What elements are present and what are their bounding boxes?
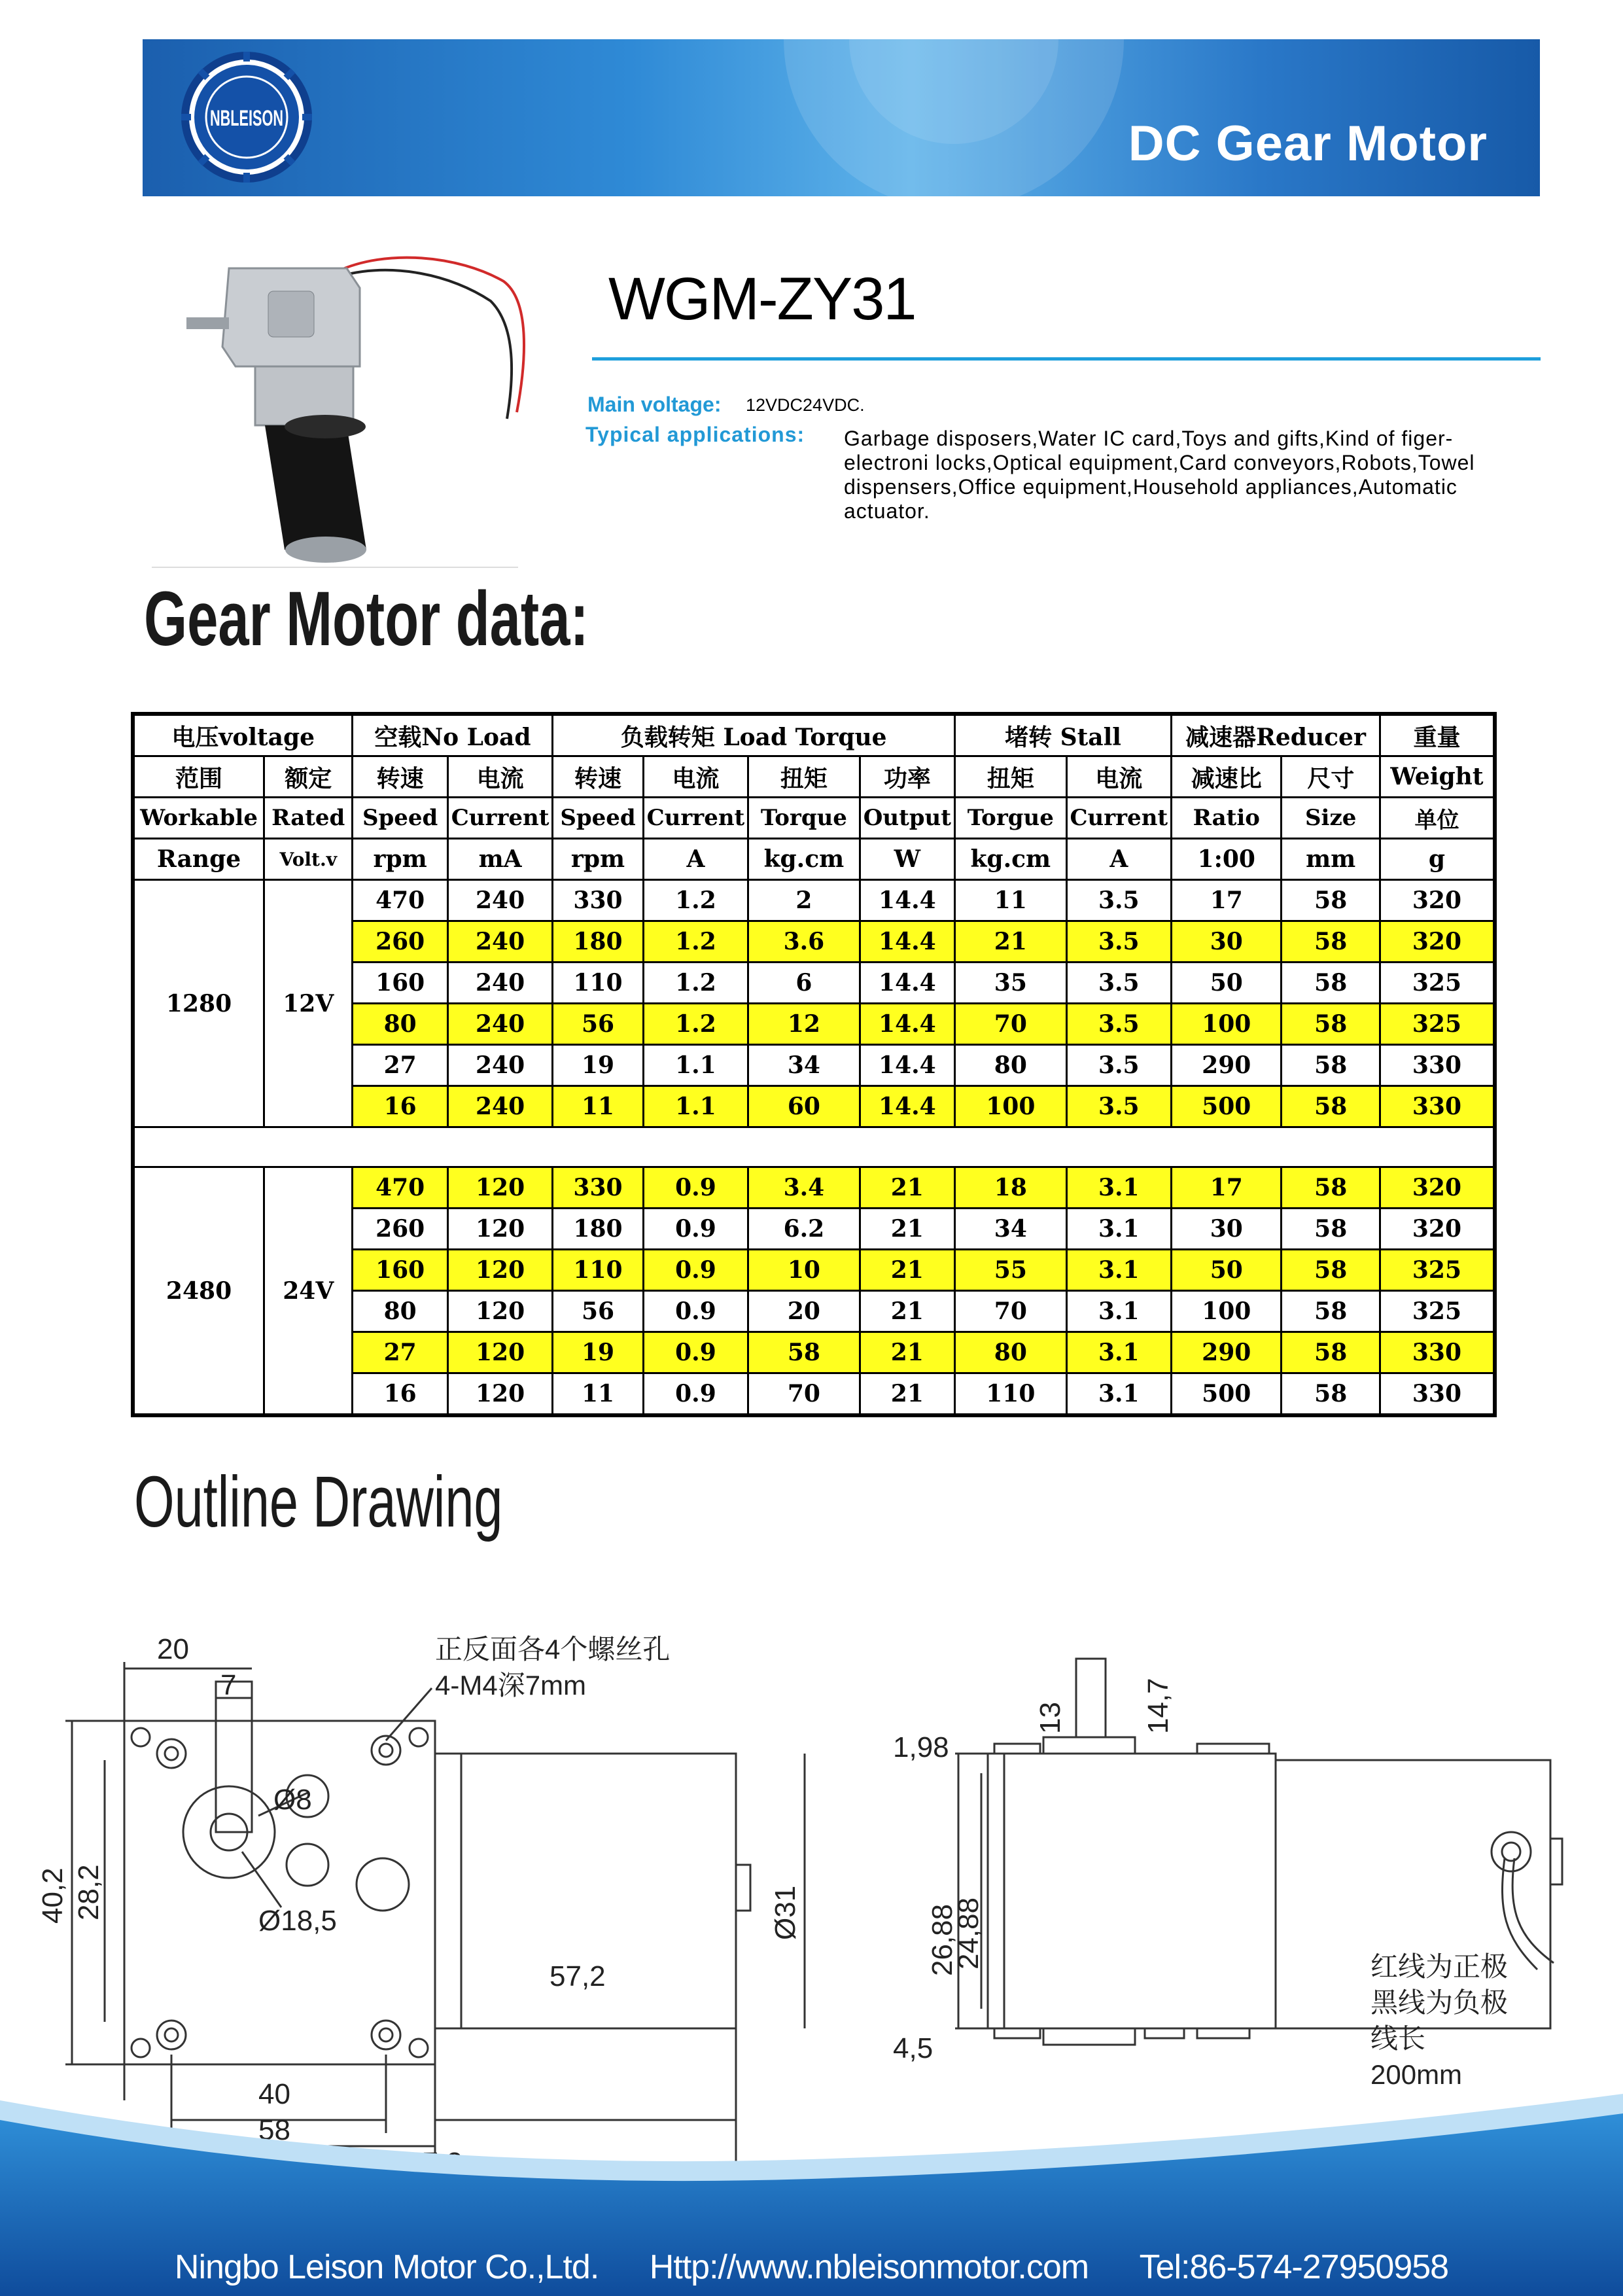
- table-cell: 120: [447, 1209, 552, 1250]
- table-cell: 0.9: [643, 1167, 748, 1209]
- model-divider: [592, 357, 1541, 361]
- header-cell: Volt.v: [264, 839, 353, 880]
- workable-range-cell: 2480: [133, 1167, 264, 1416]
- table-cell: 160: [353, 963, 447, 1004]
- table-cell: 0.9: [643, 1250, 748, 1291]
- footer-tel: Tel:86-574-27950958: [1139, 2248, 1449, 2286]
- typical-applications-value: Garbage disposers,Water IC card,Toys and gifts,Kind of figer-electroni locks,Optical equipment,Card conveyors,Robots,Towel dispensers,Office equipment,Household appliances,Automatic actuator.: [844, 427, 1475, 523]
- table-cell: 60: [748, 1086, 860, 1127]
- header-cell: A: [643, 839, 748, 880]
- table-cell: 120: [447, 1332, 552, 1373]
- table-cell: 330: [1380, 1086, 1495, 1127]
- table-cell: 80: [955, 1332, 1066, 1373]
- table-cell: 500: [1172, 1373, 1282, 1416]
- header-cell: 扭矩: [955, 756, 1066, 798]
- table-cell: 18: [955, 1167, 1066, 1209]
- header-cell: Size: [1282, 798, 1380, 839]
- footer-website[interactable]: Http://www.nbleisonmotor.com: [649, 2248, 1089, 2286]
- dim-label: Ø31: [769, 1885, 801, 1940]
- table-cell: 21: [860, 1209, 954, 1250]
- table-cell: 21: [860, 1291, 954, 1332]
- dim-label: 40: [258, 2078, 290, 2110]
- table-row: [133, 880, 1495, 921]
- table-cell: 3.5: [1066, 1086, 1171, 1127]
- table-cell: 56: [553, 1291, 643, 1332]
- header-cell: rpm: [353, 839, 447, 880]
- wire-note: 线长: [1370, 2023, 1426, 2054]
- table-cell: 120: [447, 1373, 552, 1416]
- table-cell: 80: [353, 1004, 447, 1045]
- table-cell: 500: [1172, 1086, 1282, 1127]
- table-cell: 1.2: [643, 963, 748, 1004]
- table-cell: 50: [1172, 963, 1282, 1004]
- dim-label: 57,2: [550, 1960, 606, 1992]
- table-cell: 21: [860, 1332, 954, 1373]
- table-cell: 58: [1282, 1167, 1380, 1209]
- header-cell: kg.cm: [748, 839, 860, 880]
- table-header-row: [133, 714, 1495, 756]
- table-spacer-row: [133, 1127, 1495, 1167]
- table-cell: 17: [1172, 1167, 1282, 1209]
- header-cell: 转速: [553, 756, 643, 798]
- table-cell: 70: [955, 1004, 1066, 1045]
- header-cell: Current: [1066, 798, 1171, 839]
- table-cell: 17: [1172, 880, 1282, 921]
- table-cell: 325: [1380, 1291, 1495, 1332]
- wire-note: 200mm: [1370, 2059, 1463, 2090]
- table-cell: 3.5: [1066, 963, 1171, 1004]
- table-cell: 240: [447, 921, 552, 963]
- header-cell: g: [1380, 839, 1495, 880]
- table-cell: 325: [1380, 1004, 1495, 1045]
- table-cell: 160: [353, 1250, 447, 1291]
- table-cell: 240: [447, 1086, 552, 1127]
- table-cell: 10: [748, 1250, 860, 1291]
- table-cell: 6: [748, 963, 860, 1004]
- table-cell: 3.1: [1066, 1167, 1171, 1209]
- header-cell: kg.cm: [955, 839, 1066, 880]
- main-voltage-value: 12VDC24VDC.: [746, 395, 865, 415]
- header-cell: 转速: [353, 756, 447, 798]
- product-photo: [150, 242, 543, 569]
- table-cell: 1.1: [643, 1045, 748, 1086]
- table-cell: 330: [1380, 1332, 1495, 1373]
- table-cell: 3.5: [1066, 880, 1171, 921]
- table-cell: 34: [955, 1209, 1066, 1250]
- table-cell: 325: [1380, 1250, 1495, 1291]
- table-cell: 470: [353, 1167, 447, 1209]
- dim-label: 4,5: [893, 2032, 934, 2064]
- gear-motor-data-table: [131, 712, 1497, 1417]
- table-cell: 58: [1282, 880, 1380, 921]
- table-cell: 19: [553, 1332, 643, 1373]
- header-cell: 减速比: [1172, 756, 1282, 798]
- table-cell: 325: [1380, 963, 1495, 1004]
- table-cell: 3.4: [748, 1167, 860, 1209]
- table-header-row: [133, 839, 1495, 880]
- table-cell: 6.2: [748, 1209, 860, 1250]
- header-cell: 电流: [447, 756, 552, 798]
- table-cell: 330: [1380, 1045, 1495, 1086]
- dim-label: 40,2: [37, 1867, 69, 1924]
- main-voltage-label: Main voltage:: [587, 393, 722, 416]
- table-cell: 320: [1380, 880, 1495, 921]
- table-cell: 3.5: [1066, 1045, 1171, 1086]
- table-cell: 21: [860, 1167, 954, 1209]
- header-no-load: 空载No Load: [353, 714, 553, 756]
- table-cell: 320: [1380, 1209, 1495, 1250]
- table-cell: 34: [748, 1045, 860, 1086]
- dim-label: 26,88: [926, 1903, 958, 1976]
- model-number: WGM-ZY31: [608, 266, 916, 332]
- table-cell: 30: [1172, 1209, 1282, 1250]
- header-cell: mA: [447, 839, 552, 880]
- table-cell: 14.4: [860, 963, 954, 1004]
- table-cell: 27: [353, 1045, 447, 1086]
- table-cell: 80: [353, 1291, 447, 1332]
- table-cell: 110: [553, 1250, 643, 1291]
- table-cell: 290: [1172, 1045, 1282, 1086]
- table-row: [133, 1167, 1495, 1209]
- holes-note: 正反面各4个螺丝孔: [435, 1634, 671, 1665]
- header-voltage: 电压voltage: [133, 714, 353, 756]
- table-cell: 330: [1380, 1373, 1495, 1416]
- table-cell: 3.6: [748, 921, 860, 963]
- table-cell: 3.5: [1066, 921, 1171, 963]
- table-cell: 16: [353, 1373, 447, 1416]
- table-cell: 3.1: [1066, 1250, 1171, 1291]
- header-cell: W: [860, 839, 954, 880]
- workable-range-cell: 1280: [133, 880, 264, 1127]
- table-cell: 0.9: [643, 1209, 748, 1250]
- table-cell: 58: [1282, 1373, 1380, 1416]
- header-cell: mm: [1282, 839, 1380, 880]
- header-cell: Torgue: [955, 798, 1066, 839]
- table-cell: 11: [553, 1373, 643, 1416]
- spacer-cell: [133, 1127, 1495, 1167]
- table-cell: 110: [553, 963, 643, 1004]
- photo-divider: [152, 567, 518, 568]
- table-cell: 240: [447, 963, 552, 1004]
- outline-drawings: [0, 1597, 1623, 2146]
- table-cell: 0.9: [643, 1373, 748, 1416]
- logo-text: NBLEISON: [210, 106, 283, 131]
- table-cell: 58: [1282, 1209, 1380, 1250]
- header-cell: Ratio: [1172, 798, 1282, 839]
- table-cell: 20: [748, 1291, 860, 1332]
- table-cell: 14.4: [860, 1004, 954, 1045]
- header-cell: Range: [133, 839, 264, 880]
- table-cell: 27: [353, 1332, 447, 1373]
- rated-voltage-cell: 24V: [264, 1167, 353, 1416]
- header-weight: 重量: [1380, 714, 1495, 756]
- wire-note: 红线为正极: [1370, 1951, 1509, 1982]
- table-cell: 12: [748, 1004, 860, 1045]
- table-cell: 180: [553, 1209, 643, 1250]
- table-cell: 35: [955, 963, 1066, 1004]
- table-cell: 100: [1172, 1291, 1282, 1332]
- typical-applications-label: Typical applications:: [585, 423, 805, 446]
- dim-label: 14,7: [1142, 1678, 1174, 1734]
- rated-voltage-cell: 12V: [264, 880, 353, 1127]
- table-cell: 14.4: [860, 1086, 954, 1127]
- header-cell: 电流: [643, 756, 748, 798]
- header-cell: Torque: [748, 798, 860, 839]
- table-cell: 100: [955, 1086, 1066, 1127]
- table-cell: 1.2: [643, 1004, 748, 1045]
- header-cell: 范围: [133, 756, 264, 798]
- table-cell: 14.4: [860, 880, 954, 921]
- table-cell: 80: [955, 1045, 1066, 1086]
- table-cell: 21: [860, 1373, 954, 1416]
- table-cell: 21: [860, 1250, 954, 1291]
- table-cell: 120: [447, 1291, 552, 1332]
- dim-label: 13: [1034, 1702, 1066, 1734]
- gear-motor-data-title: Gear Motor data:: [144, 576, 589, 662]
- table-cell: 240: [447, 1045, 552, 1086]
- table-cell: 58: [1282, 921, 1380, 963]
- header-cell: Workable: [133, 798, 264, 839]
- table-cell: 70: [955, 1291, 1066, 1332]
- table-cell: 240: [447, 1004, 552, 1045]
- table-cell: 16: [353, 1086, 447, 1127]
- table-header-row: [133, 798, 1495, 839]
- header-cell: Current: [447, 798, 552, 839]
- header-cell: Output: [860, 798, 954, 839]
- header-cell: Rated: [264, 798, 353, 839]
- header-cell: 功率: [860, 756, 954, 798]
- table-cell: 3.1: [1066, 1291, 1171, 1332]
- header-cell: 单位: [1380, 798, 1495, 839]
- table-cell: 58: [1282, 1004, 1380, 1045]
- header-stall: 堵转 Stall: [955, 714, 1172, 756]
- table-cell: 1.2: [643, 880, 748, 921]
- table-cell: 3.1: [1066, 1332, 1171, 1373]
- table-cell: 3.1: [1066, 1373, 1171, 1416]
- table-cell: 3.1: [1066, 1209, 1171, 1250]
- table-cell: 50: [1172, 1250, 1282, 1291]
- table-cell: 1.1: [643, 1086, 748, 1127]
- holes-note: 4-M4深7mm: [435, 1670, 587, 1701]
- table-cell: 290: [1172, 1332, 1282, 1373]
- table-cell: 21: [955, 921, 1066, 963]
- dim-label: 24,88: [952, 1897, 985, 1969]
- table-cell: 120: [447, 1250, 552, 1291]
- table-cell: 110: [955, 1373, 1066, 1416]
- dim-label: 20: [157, 1633, 189, 1665]
- table-cell: 58: [1282, 1086, 1380, 1127]
- table-cell: 320: [1380, 1167, 1495, 1209]
- wire-note: 黑线为负极: [1370, 1987, 1509, 2018]
- footer-company: Ningbo Leison Motor Co.,Ltd.: [174, 2248, 599, 2286]
- table-cell: 11: [553, 1086, 643, 1127]
- table-cell: 120: [447, 1167, 552, 1209]
- table-cell: 55: [955, 1250, 1066, 1291]
- header-cell: 1:00: [1172, 839, 1282, 880]
- footer-contact: [0, 2248, 1623, 2287]
- header-cell: 额定: [264, 756, 353, 798]
- table-cell: 0.9: [643, 1332, 748, 1373]
- header-cell: Speed: [553, 798, 643, 839]
- banner-title: DC Gear Motor: [1128, 116, 1488, 171]
- header-cell: Weight: [1380, 756, 1495, 798]
- table-cell: 260: [353, 1209, 447, 1250]
- table-cell: 14.4: [860, 1045, 954, 1086]
- table-cell: 58: [748, 1332, 860, 1373]
- table-cell: 58: [1282, 1045, 1380, 1086]
- table-cell: 330: [553, 1167, 643, 1209]
- header-cell: 尺寸: [1282, 756, 1380, 798]
- table-header-row: [133, 756, 1495, 798]
- table-cell: 3.5: [1066, 1004, 1171, 1045]
- header-reducer: 减速器Reducer: [1172, 714, 1380, 756]
- outline-drawing-title: Outline Drawing: [134, 1462, 503, 1542]
- header-cell: rpm: [553, 839, 643, 880]
- table-cell: 180: [553, 921, 643, 963]
- table-cell: 19: [553, 1045, 643, 1086]
- table-cell: 70: [748, 1373, 860, 1416]
- header-cell: 扭矩: [748, 756, 860, 798]
- table-cell: 240: [447, 880, 552, 921]
- table-cell: 14.4: [860, 921, 954, 963]
- header-cell: A: [1066, 839, 1171, 880]
- table-cell: 58: [1282, 963, 1380, 1004]
- dim-label: 28,2: [73, 1864, 105, 1920]
- header-cell: 电流: [1066, 756, 1171, 798]
- dim-label: 58: [258, 2114, 290, 2146]
- table-cell: 320: [1380, 921, 1495, 963]
- table-cell: 330: [553, 880, 643, 921]
- table-cell: 470: [353, 880, 447, 921]
- dim-label: 7: [220, 1669, 237, 1701]
- table-cell: 100: [1172, 1004, 1282, 1045]
- table-cell: 56: [553, 1004, 643, 1045]
- dim-label: 1,98: [893, 1731, 949, 1763]
- header-banner: [143, 39, 1540, 196]
- table-cell: 2: [748, 880, 860, 921]
- dim-label: Ø18,5: [258, 1905, 337, 1937]
- table-cell: 1.2: [643, 921, 748, 963]
- dim-label: Ø8: [273, 1784, 312, 1816]
- table-cell: 260: [353, 921, 447, 963]
- header-cell: Current: [643, 798, 748, 839]
- company-logo: [178, 48, 315, 186]
- header-load-torque: 负载转矩 Load Torque: [553, 714, 955, 756]
- table-cell: 0.9: [643, 1291, 748, 1332]
- table-cell: 11: [955, 880, 1066, 921]
- table-cell: 58: [1282, 1250, 1380, 1291]
- table-cell: 58: [1282, 1332, 1380, 1373]
- table-cell: 30: [1172, 921, 1282, 963]
- header-cell: Speed: [353, 798, 447, 839]
- table-cell: 58: [1282, 1291, 1380, 1332]
